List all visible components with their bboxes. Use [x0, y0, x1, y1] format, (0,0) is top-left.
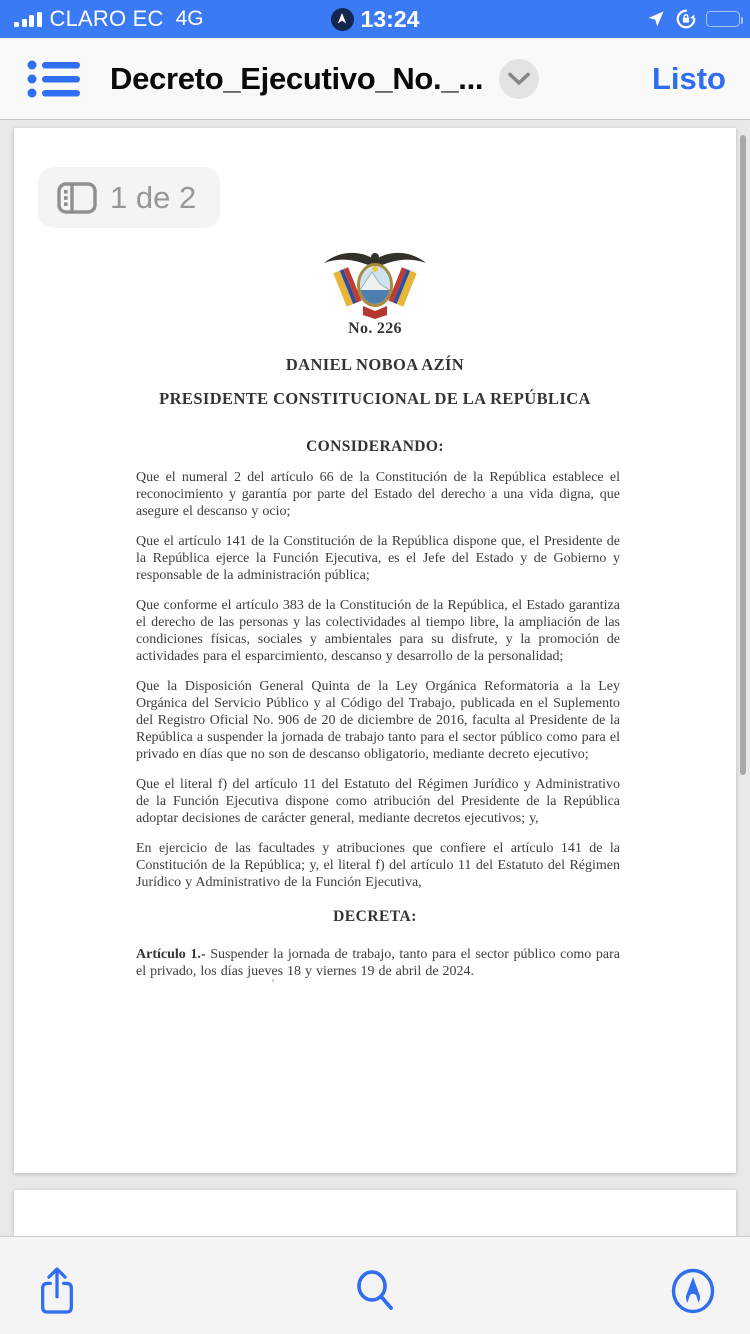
- decree-number: No. 226: [348, 320, 402, 337]
- page-indicator-label: 1 de 2: [110, 179, 197, 215]
- article-1-text: Suspender la jornada de trabajo, tanto para el sector público como para el privado, los días jueves 18 y viernes 19 de abril de 2024.: [136, 947, 620, 979]
- orientation-lock-icon: [675, 8, 697, 30]
- clock-time: 13:24: [360, 5, 420, 32]
- status-center: [0, 0, 750, 38]
- decree-heading: DECRETA:: [333, 908, 417, 925]
- location-arrow-icon: [646, 9, 666, 29]
- chevron-down-icon: [508, 72, 530, 86]
- scan-artifact: ': [272, 976, 275, 990]
- article-1-label: Artículo 1.-: [136, 947, 206, 962]
- considering-heading: CONSIDERANDO:: [306, 438, 444, 455]
- ecuador-coat-of-arms: [316, 246, 434, 320]
- markup-button[interactable]: [670, 1267, 716, 1315]
- thumbnail-list-button[interactable]: [24, 54, 82, 104]
- decree-paragraph: Que el artículo 141 de la Constitución de la República dispone que, el Presidente de la República ejerce la Función Ejecutiva, es el Jefe del Estado y de Gobierno y responsable de la administración pública;: [136, 534, 620, 583]
- president-name: DANIEL NOBOA AZÍN: [285, 355, 465, 374]
- network-type-label: 4G: [175, 7, 204, 30]
- status-bar: [0, 0, 750, 38]
- navigation-active-icon: [331, 8, 354, 31]
- president-title: PRESIDENTE CONSTITUCIONAL DE LA REPÚBLICA: [159, 389, 591, 408]
- status-right: [646, 0, 740, 38]
- nav-bar: [0, 38, 750, 120]
- decree-paragraph: En ejercicio de las facultades y atribuciones que confiere el artículo 141 de la Constitución de la República; y, el literal f) del artículo 11 del Estatuto del Régimen Jurídico y Administrativo de la Función Ejecutiva,: [136, 841, 620, 890]
- title-menu-button[interactable]: [499, 59, 539, 99]
- search-button[interactable]: [352, 1267, 398, 1315]
- battery-icon: [706, 11, 740, 27]
- document-scroll-area[interactable]: [0, 120, 750, 1236]
- decree-body: [14, 469, 736, 891]
- share-icon: [36, 1265, 78, 1317]
- pdf-page-2[interactable]: [14, 1190, 736, 1236]
- share-button[interactable]: [34, 1267, 80, 1315]
- decree-paragraph: Que el numeral 2 del artículo 66 de la Constitución de la República establece el reconocimiento y garantía por parte del Estado del derecho a una vida digna, que asegure el descanso y ocio;: [136, 470, 620, 519]
- decree-paragraph: Que el literal f) del artículo 11 del Estatuto del Régimen Jurídico y Administrativo de la Función Ejecutiva dispone como atribución del Presidente de la República adoptar decisiones de carácter general, mediante decretos ejecutivos; y,: [136, 777, 620, 826]
- vertical-scrollbar[interactable]: [740, 135, 746, 775]
- decree-paragraph: Que conforme el artículo 383 de la Constitución de la República, el Estado garantiza el derecho de las personas y las colectividades al tiempo libre, la ampliación de las condiciones físicas, sociales y ambientales para su disfrute, y la promoción de actividades para el esparcimiento, descanso y desarrollo de la personalidad;: [136, 598, 620, 664]
- decree-paragraph: Que la Disposición General Quinta de la Ley Orgánica Reformatoria a la Ley Orgánica del Servicio Público y al Código del Trabajo, publicada en el Suplemento del Registro Oficial No. 906 de 20 de diciembre de 2016, faculta al Presidente de la República a suspender la jornada de trabajo tanto para el sector público como para el privado en días que no son de descanso obligatorio, mediante decreto ejecutivo;: [136, 679, 620, 762]
- decree-document: [14, 128, 736, 1173]
- pdf-page-1[interactable]: [14, 128, 736, 1173]
- article-1: [14, 946, 736, 980]
- search-icon: [352, 1267, 398, 1315]
- done-button[interactable]: Listo: [651, 60, 726, 96]
- bottom-toolbar: [0, 1236, 750, 1334]
- markup-pen-icon: [670, 1268, 716, 1314]
- document-title: Decreto_Ejecutivo_No._...: [110, 60, 484, 96]
- carrier-label: CLARO EC: [49, 6, 164, 31]
